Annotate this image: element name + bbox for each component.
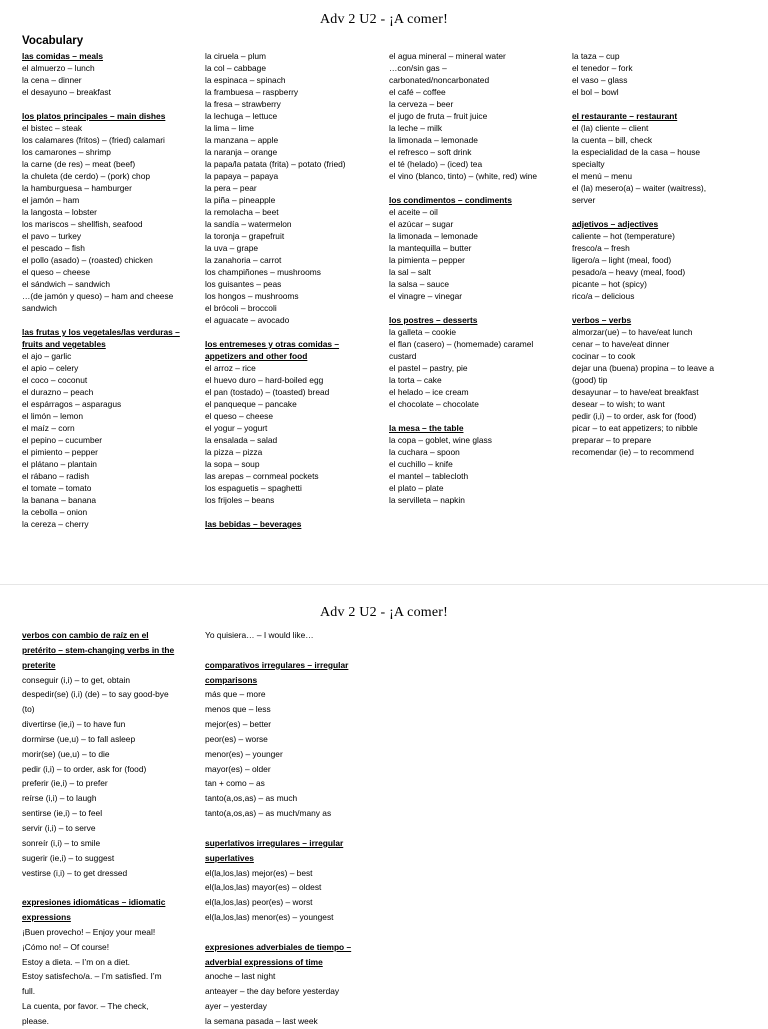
vocab-line: el pan (tostado) – (toasted) bread xyxy=(205,387,330,397)
vocab-line: pedir (i,i) – to order, ask for (food) xyxy=(572,411,697,421)
section-heading: los platos principales – main dishes xyxy=(22,111,166,121)
vocab-line: pesado/a – heavy (meal, food) xyxy=(572,267,686,277)
vocab-line: el tenedor – fork xyxy=(572,63,633,73)
vocab-line: el flan (casero) – (homemade) caramel xyxy=(389,339,534,349)
vocab-column-2 xyxy=(205,50,383,530)
section-heading: superlativos irregulares – irregular xyxy=(205,837,344,848)
vocab-line: la banana – banana xyxy=(22,495,97,505)
vocab-line: custard xyxy=(389,351,417,361)
vocab-line: el plato – plate xyxy=(389,483,444,493)
section-heading: comparativos irregulares – irregular xyxy=(205,659,349,670)
vocab-line: fresco/a – fresh xyxy=(572,243,630,253)
vocab-line: la sandía – watermelon xyxy=(205,219,292,229)
vocabulary-heading: Vocabulary xyxy=(22,35,84,47)
section-heading: comparisons xyxy=(205,674,258,685)
section-heading: expressions xyxy=(22,912,71,923)
vocab-line: el limón – lemon xyxy=(22,411,83,421)
vocab-line: la especialidad de la casa – house xyxy=(572,147,701,157)
vocab-line: el yogur – yogurt xyxy=(205,423,268,433)
vocab-line: la remolacha – beet xyxy=(205,207,279,217)
vocab-line: Estoy satisfecho/a. – I’m satisfied. I’m xyxy=(22,971,162,982)
vocab-line: vestirse (i,i) – to get dressed xyxy=(22,867,128,878)
vocab-line: los camarones – shrimp xyxy=(22,147,111,157)
vocab-line: mayor(es) – older xyxy=(205,763,271,774)
vocab-line: el pastel – pastry, pie xyxy=(389,363,468,373)
vocab-line: La cuenta, por favor. – The check, xyxy=(22,1001,149,1012)
vocab-line: el apio – celery xyxy=(22,363,79,373)
page-title: Adv 2 U2 - ¡A comer! xyxy=(319,12,449,27)
vocab-line: la papaya – papaya xyxy=(205,171,279,181)
page-divider xyxy=(0,584,768,585)
vocab-line: server xyxy=(572,195,596,205)
vocab-line: la naranja – orange xyxy=(205,147,278,157)
vocab-line: desayunar – to have/eat breakfast xyxy=(572,387,699,397)
vocab-line xyxy=(572,302,750,314)
vocab-line: la lechuga – lettuce xyxy=(205,111,278,121)
vocab-line: please. xyxy=(22,1015,50,1026)
vocab-line: la servilleta – napkin xyxy=(389,495,465,505)
section-heading: expresiones adverbiales de tiempo – xyxy=(205,941,352,952)
vocab-line: más que – more xyxy=(205,689,266,700)
vocab-line: el cuchillo – knife xyxy=(389,459,453,469)
vocab-line: Estoy a dieta. – I’m on a diet. xyxy=(22,956,131,967)
section-heading: los postres – desserts xyxy=(389,315,478,325)
vocab-line: servir (i,i) – to serve xyxy=(22,822,96,833)
vocab-line: specialty xyxy=(572,159,605,169)
vocab-line: los calamares (fritos) – (fried) calamari xyxy=(22,135,165,145)
vocab-line: el brócoli – broccoli xyxy=(205,303,277,313)
vocab-line: el(la,los,las) menor(es) – youngest xyxy=(205,912,334,923)
vocab-line: el (la) mesero(a) – waiter (waitress), xyxy=(572,183,707,193)
vocab-line: la col – cabbage xyxy=(205,63,266,73)
vocab-line: la cuchara – spoon xyxy=(389,447,460,457)
vocab-line: el café – coffee xyxy=(389,87,446,97)
vocab-line xyxy=(205,925,383,940)
vocab-line: sonreír (i,i) – to smile xyxy=(22,837,101,848)
vocab-line xyxy=(205,643,383,658)
vocab-line: el panqueque – pancake xyxy=(205,399,297,409)
vocab-line: el aguacate – avocado xyxy=(205,315,290,325)
vocab-line: pedir (i,i) – to order, ask for (food) xyxy=(22,763,147,774)
vocab-line: el almuerzo – lunch xyxy=(22,63,95,73)
vocab-line: dormirse (ue,u) – to fall asleep xyxy=(22,733,136,744)
vocab-line: carbonated/noncarbonated xyxy=(389,75,490,85)
vocab-line: la zanahoria – carrot xyxy=(205,255,282,265)
vocab-column-3 xyxy=(389,50,567,506)
vocab-line: ¡Buen provecho! – Enjoy your meal! xyxy=(22,926,156,937)
vocab-line: el desayuno – breakfast xyxy=(22,87,111,97)
vocab-line: la carne (de res) – meat (beef) xyxy=(22,159,136,169)
vocab-line xyxy=(205,821,383,836)
vocab-line: el bol – bowl xyxy=(572,87,619,97)
vocab-line: menor(es) – younger xyxy=(205,748,283,759)
vocab-line: la mantequilla – butter xyxy=(389,243,472,253)
vocab-line: la cerveza – beer xyxy=(389,99,454,109)
section-heading: las comidas – meals xyxy=(22,51,104,61)
vocab-line: la espinaca – spinach xyxy=(205,75,286,85)
vocab-line: el vino (blanco, tinto) – (white, red) wine xyxy=(389,171,538,181)
vocab-line xyxy=(389,182,567,194)
vocab-line: tanto(a,os,as) – as much xyxy=(205,793,298,804)
vocab-line: la pimienta – pepper xyxy=(389,255,465,265)
vocab-line: menos que – less xyxy=(205,704,271,715)
page2-column-1 xyxy=(22,628,200,1029)
vocab-line: los guisantes – peas xyxy=(205,279,282,289)
vocab-line: la limonada – lemonade xyxy=(389,135,478,145)
vocab-line xyxy=(572,206,750,218)
vocab-line xyxy=(205,506,383,518)
section-heading: las bebidas – beverages xyxy=(205,519,302,529)
vocab-line: la toronja – grapefruit xyxy=(205,231,285,241)
vocab-line: conseguir (i,i) – to get, obtain xyxy=(22,674,131,685)
vocab-line: preparar – to prepare xyxy=(572,435,652,445)
vocab-line: la taza – cup xyxy=(572,51,620,61)
vocab-line: la torta – cake xyxy=(389,375,442,385)
vocab-line: rico/a – delicious xyxy=(572,291,635,301)
vocab-line: el pavo – turkey xyxy=(22,231,82,241)
vocab-line: el maíz – corn xyxy=(22,423,75,433)
vocab-line: anoche – last night xyxy=(205,971,276,982)
vocab-line xyxy=(22,98,200,110)
vocab-line xyxy=(22,314,200,326)
section-heading: adjetivos – adjectives xyxy=(572,219,659,229)
vocab-line: el queso – cheese xyxy=(205,411,273,421)
vocab-line: el té (helado) – (iced) tea xyxy=(389,159,483,169)
vocab-line: la salsa – sauce xyxy=(389,279,450,289)
vocab-line: la sal – salt xyxy=(389,267,431,277)
vocab-line: el chocolate – chocolate xyxy=(389,399,479,409)
vocab-line: almorzar(ue) – to have/eat lunch xyxy=(572,327,693,337)
vocab-line xyxy=(22,880,200,895)
vocab-line: el refresco – soft drink xyxy=(389,147,472,157)
vocab-line: reírse (i,i) – to laugh xyxy=(22,793,97,804)
vocab-line: la cuenta – bill, check xyxy=(572,135,653,145)
vocab-line: sandwich xyxy=(22,303,57,313)
vocab-line: el (la) cliente – client xyxy=(572,123,649,133)
vocab-line: peor(es) – worse xyxy=(205,733,268,744)
section-heading: los entremeses y otras comidas – xyxy=(205,339,340,349)
vocab-line: el espárragos – asparagus xyxy=(22,399,122,409)
vocab-line: el aceite – oil xyxy=(389,207,438,217)
vocab-line: la pizza – pizza xyxy=(205,447,263,457)
vocab-line: las arepas – cornmeal pockets xyxy=(205,471,319,481)
section-heading: appetizers and other food xyxy=(205,351,308,361)
vocab-line: el huevo duro – hard-boiled egg xyxy=(205,375,324,385)
vocab-line: el bistec – steak xyxy=(22,123,83,133)
section-heading: las frutas y los vegetales/las verduras – xyxy=(22,327,180,337)
vocab-line: ayer – yesterday xyxy=(205,1001,267,1012)
section-heading: superlatives xyxy=(205,852,254,863)
vocab-line: anteayer – the day before yesterday xyxy=(205,986,340,997)
vocab-line: la uva – grape xyxy=(205,243,259,253)
vocab-line: los frijoles – beans xyxy=(205,495,275,505)
vocab-line: la semana pasada – last week xyxy=(205,1015,318,1026)
vocab-line: el plátano – plantain xyxy=(22,459,97,469)
vocab-line: la pera – pear xyxy=(205,183,257,193)
vocab-line: ¡Cómo no! – Of course! xyxy=(22,941,110,952)
vocab-line: el vinagre – vinegar xyxy=(389,291,463,301)
vocab-line: la manzana – apple xyxy=(205,135,279,145)
vocab-line: …(de jamón y queso) – ham and cheese xyxy=(22,291,174,301)
vocab-line: la papa/la patata (frita) – potato (fried) xyxy=(205,159,346,169)
vocab-line: sentirse (ie,i) – to feel xyxy=(22,808,103,819)
vocab-line: el vaso – glass xyxy=(572,75,628,85)
vocab-line xyxy=(205,326,383,338)
vocab-line: la langosta – lobster xyxy=(22,207,97,217)
section-heading: los condimentos – condiments xyxy=(389,195,512,205)
vocab-line: el jugo de fruta – fruit juice xyxy=(389,111,488,121)
section-heading: fruits and vegetables xyxy=(22,339,106,349)
vocab-line: la frambuesa – raspberry xyxy=(205,87,299,97)
vocab-line: el(la,los,las) peor(es) – worst xyxy=(205,897,313,908)
vocab-line: la piña – pineapple xyxy=(205,195,276,205)
vocab-line: desear – to wish; to want xyxy=(572,399,665,409)
vocab-line: el coco – coconut xyxy=(22,375,88,385)
vocab-line: el azúcar – sugar xyxy=(389,219,454,229)
vocab-line: la ciruela – plum xyxy=(205,51,266,61)
vocab-line: los champiñones – mushrooms xyxy=(205,267,321,277)
vocab-line: cocinar – to cook xyxy=(572,351,636,361)
vocab-line: cenar – to have/eat dinner xyxy=(572,339,670,349)
vocab-line: el pimiento – pepper xyxy=(22,447,98,457)
vocab-line: el rábano – radish xyxy=(22,471,90,481)
section-heading: verbos – verbs xyxy=(572,315,632,325)
vocab-line: el tomate – tomato xyxy=(22,483,92,493)
vocab-line: el jamón – ham xyxy=(22,195,80,205)
vocab-line: el durazno – peach xyxy=(22,387,94,397)
vocab-line: el pepino – cucumber xyxy=(22,435,103,445)
vocab-line: despedir(se) (i,i) (de) – to say good-bye xyxy=(22,689,169,700)
vocab-line: el queso – cheese xyxy=(22,267,90,277)
vocab-line: el ajo – garlic xyxy=(22,351,72,361)
vocab-line: preferir (ie,i) – to prefer xyxy=(22,778,108,789)
vocab-line: (to) xyxy=(22,704,35,715)
vocab-line: morir(se) (ue,u) – to die xyxy=(22,748,110,759)
vocab-line: tanto(a,os,as) – as much/many as xyxy=(205,808,332,819)
vocab-line xyxy=(389,302,567,314)
vocab-column-4 xyxy=(572,50,750,458)
vocab-line: recomendar (ie) – to recommend xyxy=(572,447,694,457)
section-heading: adverbial expressions of time xyxy=(205,956,323,967)
vocab-line: (good) tip xyxy=(572,375,608,385)
vocab-line: la cereza – cherry xyxy=(22,519,89,529)
vocab-line: divertirse (ie,i) – to have fun xyxy=(22,719,126,730)
vocab-line: el pollo (asado) – (roasted) chicken xyxy=(22,255,153,265)
vocab-line: full. xyxy=(22,986,36,997)
section-heading: pretérito – stem-changing verbs in the xyxy=(22,644,175,655)
vocab-line: ligero/a – light (meal, food) xyxy=(572,255,672,265)
vocab-line: el pescado – fish xyxy=(22,243,85,253)
vocab-line: la hamburguesa – hamburger xyxy=(22,183,132,193)
vocab-line: el helado – ice cream xyxy=(389,387,469,397)
vocab-line xyxy=(572,98,750,110)
vocab-line: la copa – goblet, wine glass xyxy=(389,435,492,445)
vocab-line: el mantel – tablecloth xyxy=(389,471,469,481)
vocab-line: la galleta – cookie xyxy=(389,327,457,337)
vocab-line: el arroz – rice xyxy=(205,363,256,373)
vocab-line: mejor(es) – better xyxy=(205,719,272,730)
vocab-line: los hongos – mushrooms xyxy=(205,291,299,301)
vocab-line: caliente – hot (temperature) xyxy=(572,231,675,241)
vocab-line: el menú – menu xyxy=(572,171,633,181)
section-heading: la mesa – the table xyxy=(389,423,464,433)
vocab-line: Yo quisiera… – I would like… xyxy=(205,630,314,640)
vocab-line: la limonada – lemonade xyxy=(389,231,478,241)
vocab-line: los espaguetis – spaghetti xyxy=(205,483,302,493)
vocab-line: …con/sin gas – xyxy=(389,63,447,73)
vocab-line: la lima – lime xyxy=(205,123,254,133)
vocab-line: el(la,los,las) mejor(es) – best xyxy=(205,867,313,878)
page-title-2: Adv 2 U2 - ¡A comer! xyxy=(319,605,449,620)
section-heading: el restaurante – restaurant xyxy=(572,111,678,121)
vocab-line: sugerir (ie,i) – to suggest xyxy=(22,852,115,863)
vocab-line: tan + como – as xyxy=(205,778,265,789)
vocab-line xyxy=(389,410,567,422)
section-heading: preterite xyxy=(22,659,56,670)
section-heading: expresiones idiomáticas – idiomatic xyxy=(22,897,166,908)
vocab-line: la sopa – soup xyxy=(205,459,260,469)
vocab-line: la fresa – strawberry xyxy=(205,99,281,109)
vocab-line: la cena – dinner xyxy=(22,75,82,85)
vocab-line: la ensalada – salad xyxy=(205,435,278,445)
vocab-line: el(la,los,las) mayor(es) – oldest xyxy=(205,882,322,893)
vocab-line: picante – hot (spicy) xyxy=(572,279,647,289)
vocab-column-1 xyxy=(22,50,200,530)
vocab-line: la cebolla – onion xyxy=(22,507,88,517)
vocab-line: la chuleta (de cerdo) – (pork) chop xyxy=(22,171,151,181)
vocab-line: picar – to eat appetizers; to nibble xyxy=(572,423,698,433)
vocab-line: el sándwich – sandwich xyxy=(22,279,110,289)
vocab-line: los mariscos – shellfish, seafood xyxy=(22,219,143,229)
page2-column-2 xyxy=(205,628,383,1029)
vocab-line: dejar una (buena) propina – to leave a xyxy=(572,363,715,373)
vocab-line: la leche – milk xyxy=(389,123,443,133)
vocab-line: el agua mineral – mineral water xyxy=(389,51,506,61)
section-heading: verbos con cambio de raíz en el xyxy=(22,630,149,640)
